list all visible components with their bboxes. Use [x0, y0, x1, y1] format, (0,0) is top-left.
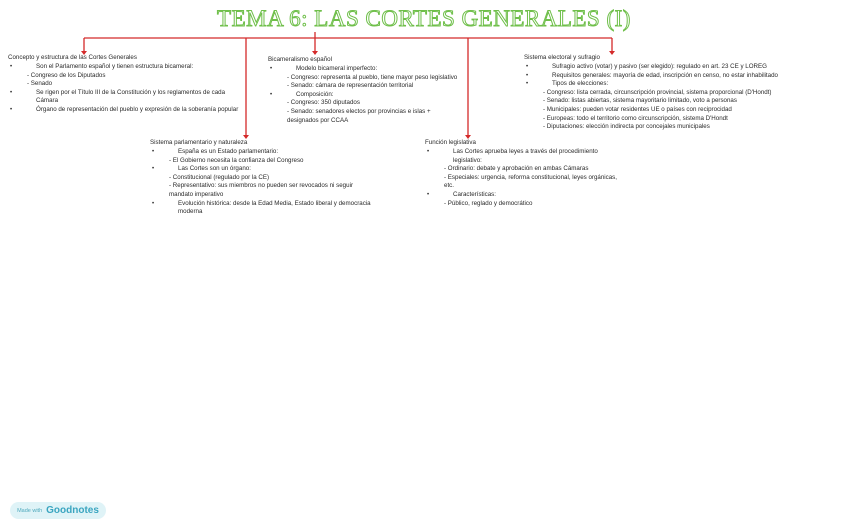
item-text: • Se rigen por el Título III de la Constitución y los reglamentos de cada Cámara — [36, 88, 226, 105]
item-sub: - Público, reglado y democrático — [444, 199, 533, 207]
item-sub: - El Gobierno necesita la confianza del Congreso — [169, 156, 304, 164]
item-sub: - Congreso: 350 diputados — [287, 99, 360, 107]
block-heading: Sistema parlamentario y naturaleza — [150, 139, 248, 146]
block-heading: Sistema electoral y sufragio — [524, 54, 601, 61]
list-item — [524, 63, 824, 72]
list-item — [268, 91, 463, 125]
item-sub: - Congreso de los Diputados — [27, 71, 106, 79]
item-text: • Composición: — [296, 90, 334, 98]
goodnotes-logo: Goodnotes — [46, 505, 99, 516]
list-item — [268, 65, 463, 91]
block-heading: Función legislativa — [425, 139, 476, 146]
item-sub: - Municipales: pueden votar residentes UE o países con reciprocidad — [543, 106, 732, 114]
list-item — [425, 148, 625, 191]
block-sistema-electoral — [524, 54, 824, 132]
item-sub: - Senado — [27, 80, 53, 88]
item-sub: - Senado: cámara de representación territorial — [287, 82, 414, 90]
block-bicameralismo — [268, 56, 463, 125]
item-text: • Modelo bicameral imperfecto: — [296, 65, 378, 73]
block-heading: Bicameralismo español — [268, 56, 332, 63]
arrow-bicameralismo — [312, 51, 318, 55]
list-item — [524, 80, 824, 132]
block-heading: Concepto y estructura de las Cortes Generales — [8, 54, 137, 61]
list-item — [8, 89, 243, 106]
item-text: • España es un Estado parlamentario: — [178, 148, 279, 156]
list-item — [150, 165, 375, 199]
item-sub: - Europeas: todo el territorio como circunscripción, sistema D'Hondt — [543, 114, 728, 122]
item-sub: - Ordinario: debate y aprobación en ambas Cámaras — [444, 165, 589, 173]
item-text: • Las Cortes aprueba leyes a través del procedimiento legislativo: — [453, 148, 598, 164]
item-sub: - Especiales: urgencia, reforma constitucional, leyes orgánicas, etc. — [444, 173, 617, 190]
item-text: • Evolución histórica: desde la Edad Media, Estado liberal y democracia moderna — [178, 199, 371, 216]
item-sub: - Senado: senadores electos por provincias e islas + designados por CCAA — [287, 108, 431, 124]
block-sistema-parlamentario — [150, 139, 375, 217]
item-sub: - Constitucional (regulado por la CE) — [169, 173, 270, 181]
block-concepto — [8, 54, 243, 115]
list-item — [150, 148, 375, 165]
item-sub: - Congreso: lista cerrada, circunscripción provincial, sistema proporcional (D'Hondt) — [543, 88, 772, 96]
item-text: • Tipos de elecciones: — [552, 80, 609, 88]
list-item — [425, 191, 625, 208]
block-funcion-legislativa — [425, 139, 625, 208]
item-text: • Sufragio activo (votar) y pasivo (ser elegido): regulado en art. 23 CE y LOREG — [552, 63, 767, 71]
page-title: TEMA 6: LAS CORTES GENERALES (I) — [217, 6, 631, 31]
made-with-goodnotes-badge[interactable] — [10, 502, 106, 519]
item-sub: - Congreso: representa al pueblo, tiene mayor peso legislativo — [287, 73, 458, 81]
item-sub: - Diputaciones: elección indirecta por concejales municipales — [543, 123, 710, 131]
list-item — [8, 106, 243, 115]
badge-prefix: Made with — [17, 507, 43, 514]
item-text: • Las Cortes son un órgano: — [178, 165, 251, 173]
item-sub: - Representativo: sus miembros no pueden ser revocados ni seguir mandato imperativo — [169, 182, 353, 199]
list-item — [150, 200, 375, 217]
item-text: • Características: — [453, 191, 496, 199]
item-text: • Requisitos generales: mayoría de edad, inscripción en censo, no estar inhabilitado — [552, 71, 778, 79]
list-item — [524, 72, 824, 81]
item-text: • Órgano de representación del pueblo y expresión de la soberanía popular — [36, 106, 239, 114]
list-item — [8, 63, 243, 89]
item-sub: - Senado: listas abiertas, sistema mayoritario limitado, voto a personas — [543, 97, 737, 105]
item-text: • Son el Parlamento español y tienen estructura bicameral: — [36, 63, 194, 71]
